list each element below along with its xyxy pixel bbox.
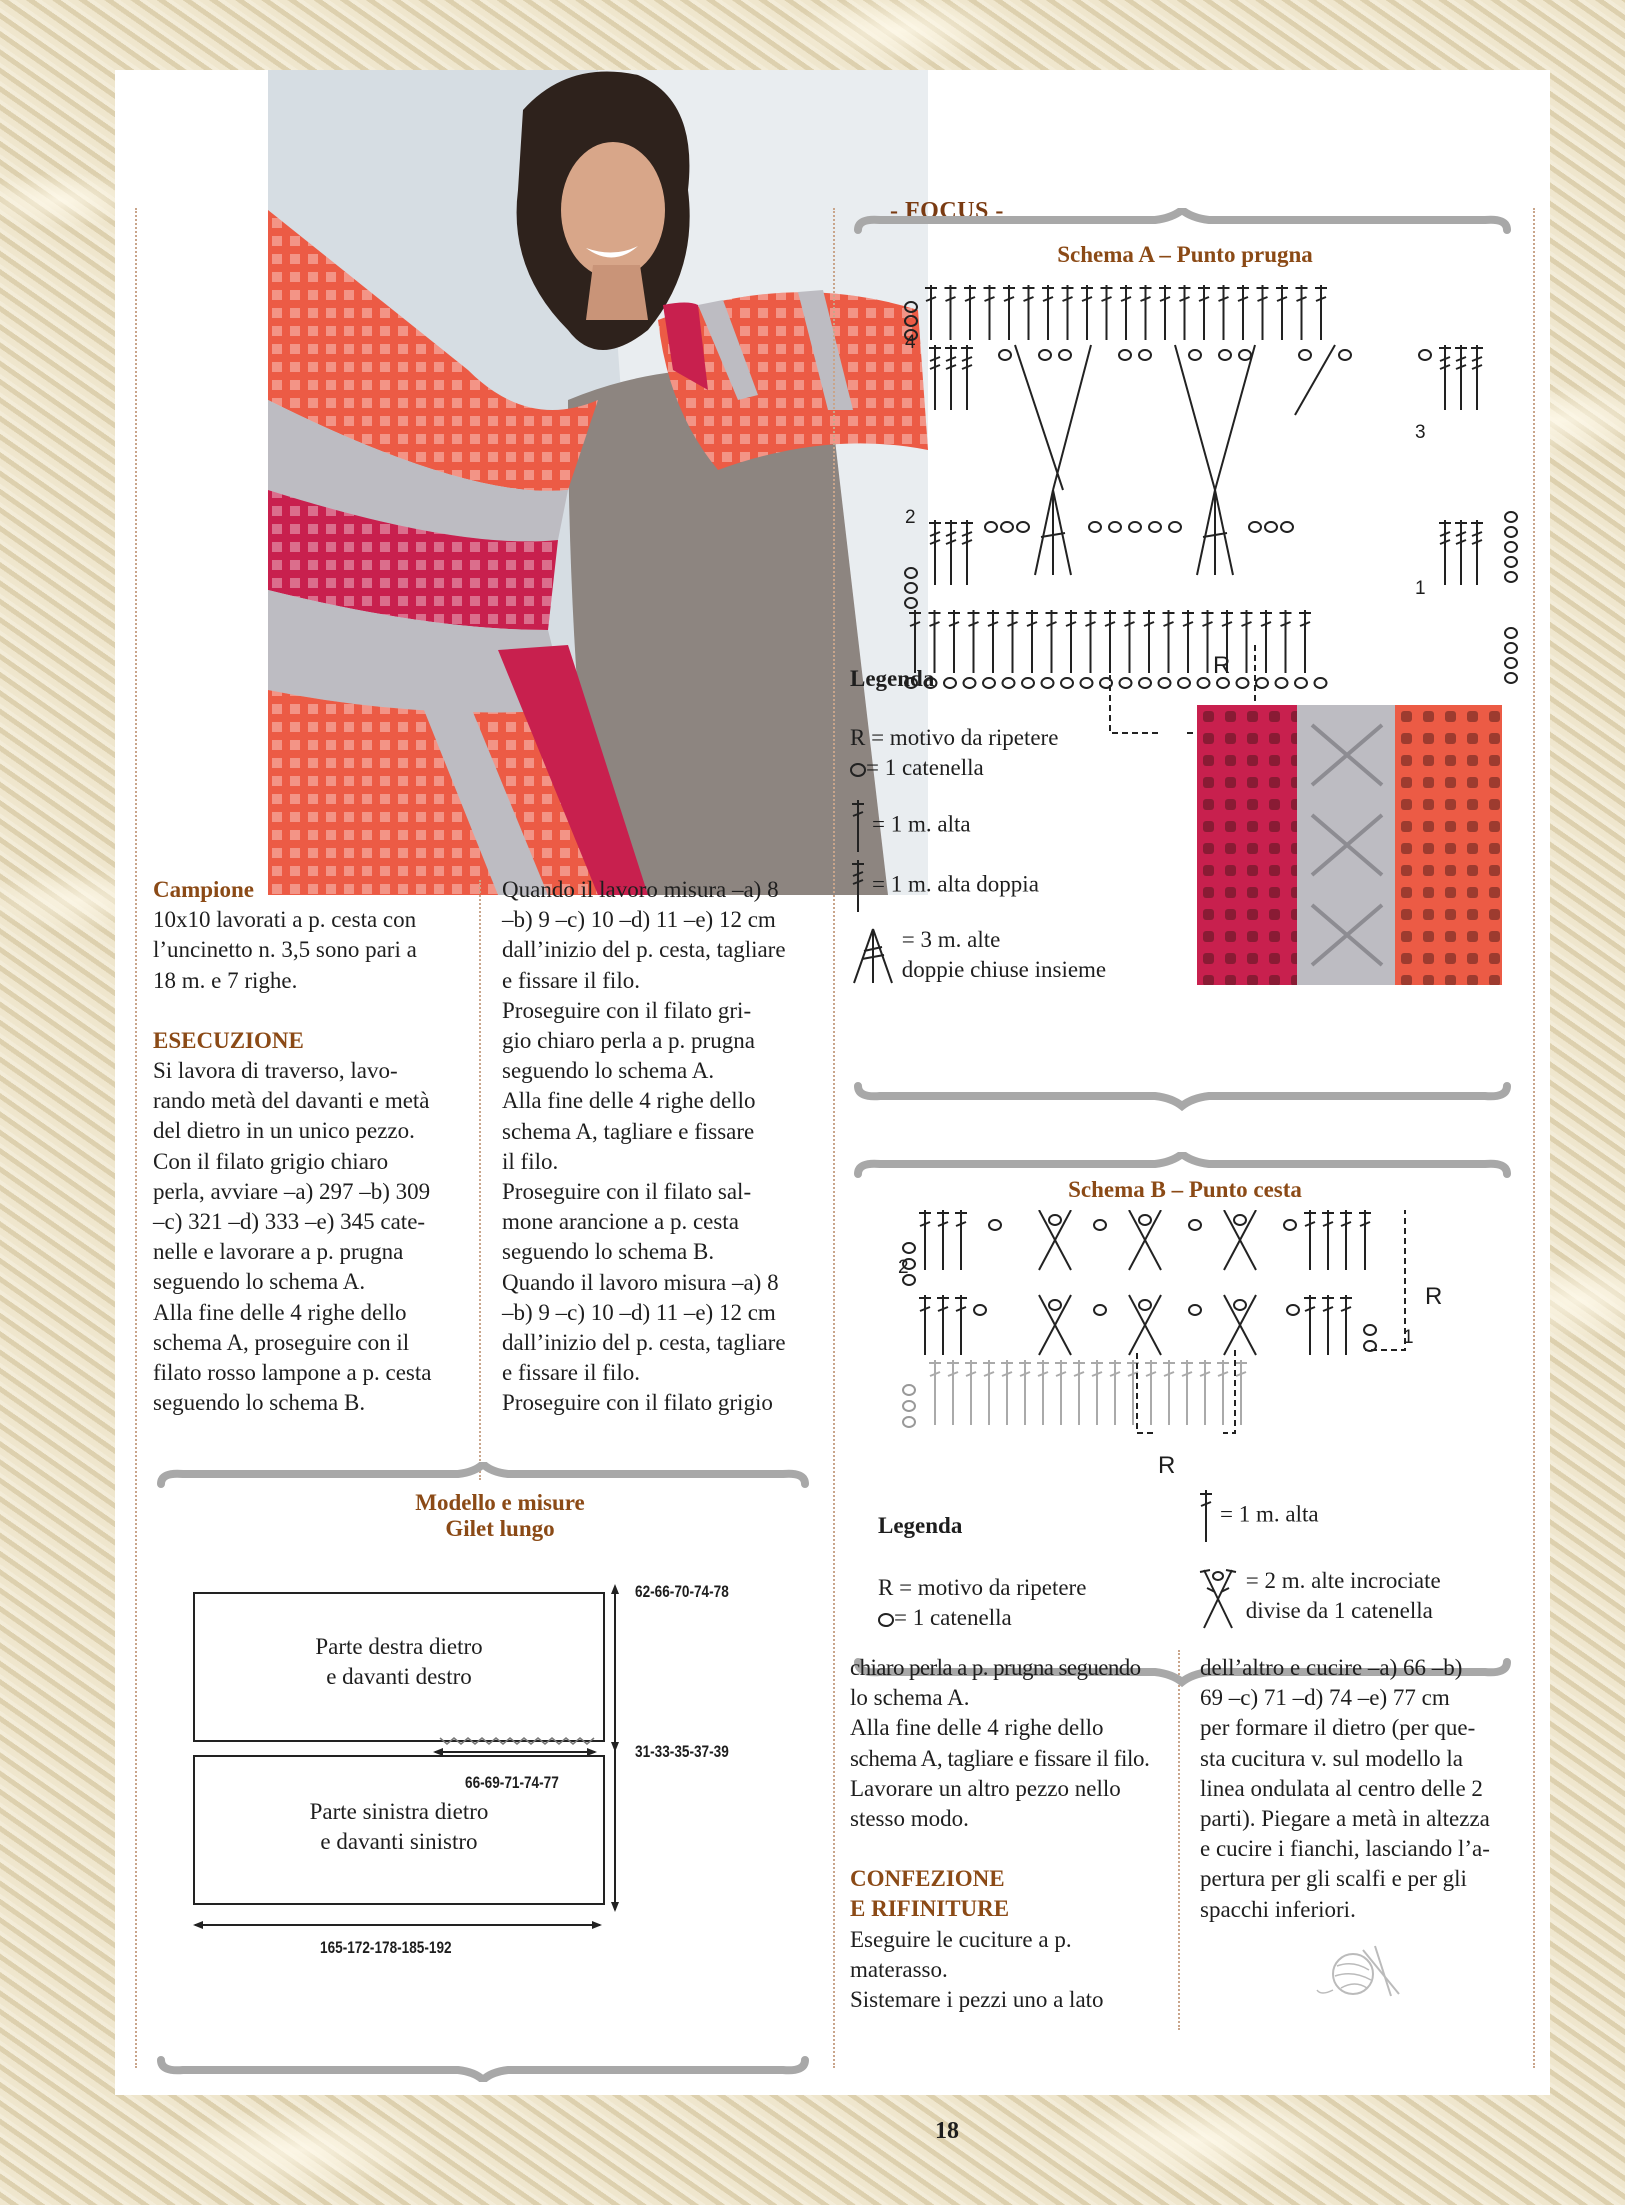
chain-symbol — [905, 316, 917, 326]
text-line: Lavorare un altro pezzo nello — [850, 1775, 1121, 1801]
schema-b-chart — [895, 1210, 1555, 1490]
text-line: Alla fine delle 4 righe dello — [850, 1715, 1104, 1741]
chain-symbol — [1295, 678, 1307, 688]
chain-symbol — [1219, 350, 1231, 360]
legend-chain-text: = 1 catenella — [866, 755, 984, 780]
right-text-column-b — [1200, 1653, 1515, 1925]
piece-label: e davanti sinistro — [320, 1829, 478, 1854]
dim-seam: 66-69-71-74-77 — [465, 1773, 559, 1792]
text-line: mone arancione a p. cesta — [502, 1209, 739, 1235]
text-line: Proseguire con il filato sal- — [502, 1179, 752, 1205]
chain-symbol — [1178, 678, 1190, 688]
chain-symbol — [905, 568, 917, 578]
esecuzione-line: seguendo lo schema B. — [153, 1390, 366, 1416]
text-line: chiaro perla a p. prugna seguendo — [850, 1655, 1141, 1680]
legend-b-tr — [1198, 1488, 1319, 1544]
esecuzione-line: filato rosso lampone a p. cesta — [153, 1360, 432, 1386]
text-line: dall’inizio del p. cesta, tagliare — [502, 937, 786, 963]
chain-symbol — [905, 583, 917, 593]
schema-a-row-label: 1 — [1415, 578, 1426, 599]
chain-symbol — [903, 1243, 915, 1253]
swatch-image — [1197, 705, 1502, 985]
text-line: spacchi inferiori. — [1200, 1896, 1356, 1922]
model-title-line: Gilet lungo — [445, 1516, 555, 1541]
text-line: Sistemare i pezzi uno a lato — [850, 1987, 1104, 2013]
legend-b-chain-text: = 1 catenella — [894, 1605, 1012, 1630]
text-line: Proseguire con il filato gri- — [502, 997, 752, 1023]
text-line: gio chiaro perla a p. prugna — [502, 1028, 755, 1054]
chain-symbol — [1505, 658, 1517, 668]
confezione-heading: CONFEZIONE — [850, 1866, 1005, 1892]
chain-icon — [878, 1613, 894, 1627]
chain-symbol — [903, 1385, 915, 1395]
text-line: Eseguire le cuciture a p. — [850, 1926, 1072, 1952]
schema-a-row-label: 2 — [905, 507, 916, 528]
dim-width: 165-172-178-185-192 — [320, 1938, 452, 1957]
dim-height-top: 62-66-70-74-78 — [635, 1582, 729, 1601]
chain-symbol — [1505, 628, 1517, 638]
chain-symbol — [1234, 1300, 1246, 1310]
legend-cluster-text: doppie chiuse insieme — [901, 957, 1107, 982]
chain-symbol — [1505, 673, 1517, 683]
legend-b-chain — [878, 1605, 1012, 1631]
legend-b-cross-text: = 2 m. alte incrociate — [1245, 1568, 1441, 1593]
schema-a-title: Schema A – Punto prugna — [1057, 242, 1313, 267]
chain-symbol — [1505, 557, 1517, 567]
section-header: - FOCUS - — [890, 198, 1004, 224]
chain-symbol — [1059, 350, 1071, 360]
chain-symbol — [1364, 1325, 1376, 1335]
chain-symbol — [1094, 1220, 1106, 1230]
legend-dtr — [850, 858, 1039, 914]
chain-symbol — [1315, 678, 1327, 688]
legend-b-tr-text: = 1 m. alta — [1220, 1501, 1319, 1527]
schema-b-legend-title: Legenda — [878, 1513, 963, 1538]
chain-symbol — [1505, 643, 1517, 653]
text-line: pertura per gli scalfi e per gli — [1200, 1866, 1467, 1892]
chain-symbol — [974, 1305, 986, 1315]
left-text-column — [153, 875, 463, 1418]
model-photo — [268, 70, 928, 895]
magazine-page — [115, 70, 1550, 2144]
chain-symbol — [985, 522, 997, 532]
text-line: e fissare il filo. — [502, 1360, 640, 1386]
chain-symbol — [1081, 678, 1093, 688]
chain-symbol — [1039, 350, 1051, 360]
esecuzione-heading: ESECUZIONE — [153, 1027, 304, 1053]
piece-label: Parte sinistra dietro — [309, 1799, 489, 1824]
chain-symbol — [1109, 522, 1121, 532]
chain-symbol — [1139, 350, 1151, 360]
chain-symbol — [1281, 522, 1293, 532]
chain-symbol — [1139, 1215, 1151, 1225]
campione-line: 18 m. e 7 righe. — [153, 967, 298, 993]
cluster-symbol — [1035, 490, 1053, 575]
chain-symbol — [1094, 1305, 1106, 1315]
text-line: linea ondulata al centro delle 2 — [1200, 1775, 1483, 1801]
text-line: parti). Piegare a metà in altezza — [1200, 1806, 1490, 1832]
chain-symbol — [1149, 522, 1161, 532]
schema-a-row-label: 4 — [905, 332, 916, 353]
text-line: lo schema A. — [850, 1685, 970, 1711]
chain-symbol — [1505, 572, 1517, 582]
chain-symbol — [1256, 678, 1268, 688]
text-line: –b) 9 –c) 10 –d) 11 –e) 12 cm — [502, 907, 776, 933]
column-rule-center — [833, 208, 835, 2068]
text-line: sta cucitura v. sul modello la — [1200, 1745, 1463, 1771]
chain-symbol — [1249, 522, 1261, 532]
esecuzione-line: perla, avviare –a) 297 –b) 309 — [153, 1178, 431, 1204]
crossed-treble-icon — [1198, 1566, 1240, 1632]
text-line: seguendo lo schema B. — [502, 1239, 715, 1265]
text-line: Quando il lavoro misura –a) 8 — [502, 1269, 779, 1295]
piece-label: Parte destra dietro — [315, 1634, 483, 1659]
chain-symbol — [964, 678, 976, 688]
legend-cluster-text: = 3 m. alte — [901, 927, 1001, 952]
chain-symbol — [1017, 522, 1029, 532]
double-treble-icon — [850, 858, 872, 914]
chain-symbol — [903, 1417, 915, 1427]
chain-symbol — [989, 1220, 1001, 1230]
right-text-column-a — [850, 1653, 1160, 2015]
chain-symbol — [1299, 350, 1311, 360]
legend-chain — [850, 755, 984, 781]
chain-symbol — [1189, 1220, 1201, 1230]
text-line: schema A, tagliare e fissare il filo. — [850, 1745, 1150, 1771]
legend-dtr-text: = 1 m. alta doppia — [872, 871, 1039, 897]
text-line: Quando il lavoro misura –a) 8 — [502, 877, 779, 902]
legend-b-cross-text: divise da 1 catenella — [1245, 1598, 1433, 1623]
chain-symbol — [1061, 678, 1073, 688]
chain-symbol — [1505, 542, 1517, 552]
yarn-ball-icon — [1315, 1940, 1405, 2000]
repeat-bracket — [1365, 1210, 1405, 1350]
legend-b-repeat: R = motivo da ripetere — [878, 1575, 1087, 1600]
schema-b-row-label: 2 — [898, 1257, 909, 1278]
esecuzione-line: Alla fine delle 4 righe dello — [153, 1299, 407, 1325]
cluster-symbol — [1295, 345, 1335, 415]
schema-a-row-label: 3 — [1415, 422, 1426, 443]
legend-repeat: R = motivo da ripetere — [850, 725, 1059, 750]
text-line: dell’altro e cucire –a) 66 –b) — [1200, 1655, 1463, 1680]
schema-a-legend-title: Legenda — [850, 666, 935, 691]
model-title-line: Modello e misure — [415, 1490, 585, 1515]
chain-symbol — [1022, 678, 1034, 688]
schema-b-repeat-label: R — [1158, 1452, 1176, 1479]
text-line: Proseguire con il filato grigio — [502, 1390, 773, 1416]
text-line: schema A, tagliare e fissare — [502, 1118, 755, 1144]
chain-symbol — [1234, 1215, 1246, 1225]
chain-symbol — [1505, 527, 1517, 537]
column-rule-mid2 — [1178, 1650, 1180, 2030]
chain-symbol — [1119, 350, 1131, 360]
chain-symbol — [1042, 678, 1054, 688]
esecuzione-line: rando metà del davanti e metà — [153, 1088, 430, 1114]
chain-icon — [850, 763, 866, 777]
chain-symbol — [903, 1401, 915, 1411]
campione-line: 10x10 lavorati a p. cesta con — [153, 907, 417, 933]
chain-symbol — [1189, 1305, 1201, 1315]
chain-symbol — [944, 678, 956, 688]
esecuzione-line: nelle e lavorare a p. prugna — [153, 1239, 404, 1265]
chain-symbol — [1239, 350, 1251, 360]
chain-symbol — [1287, 1305, 1299, 1315]
treble-icon — [1198, 1488, 1220, 1544]
schema-a-repeat-label: R — [1213, 652, 1231, 679]
esecuzione-line: Con il filato grigio chiaro — [153, 1148, 389, 1174]
chain-symbol — [905, 598, 917, 608]
chain-symbol — [1284, 1220, 1296, 1230]
middle-text-column — [502, 875, 812, 1419]
dim-height-bottom: 31-33-35-37-39 — [635, 1742, 729, 1761]
chain-symbol — [1339, 350, 1351, 360]
woman-with-crochet-shawl-image — [268, 70, 928, 895]
chain-symbol — [1237, 678, 1249, 688]
chain-symbol — [1265, 522, 1277, 532]
legend-tr — [850, 798, 971, 854]
chain-symbol — [999, 350, 1011, 360]
chain-symbol — [1129, 522, 1141, 532]
esecuzione-line: seguendo lo schema A. — [153, 1269, 366, 1295]
chain-symbol — [983, 678, 995, 688]
legend-tr-text: = 1 m. alta — [872, 811, 971, 837]
legend-b-cross — [1198, 1566, 1441, 1632]
chain-symbol — [1159, 678, 1171, 688]
model-dimension-lines — [175, 1580, 735, 2020]
esecuzione-line: –c) 321 –d) 333 –e) 345 cate- — [153, 1209, 426, 1235]
cluster-symbol — [1215, 345, 1255, 490]
schema-b-title: Schema B – Punto cesta — [1068, 1177, 1302, 1202]
campione-heading: Campione — [153, 877, 254, 902]
treble-icon — [850, 798, 872, 854]
text-line: 69 –c) 71 –d) 74 –e) 77 cm — [1200, 1685, 1450, 1711]
cluster-symbol — [1053, 345, 1091, 490]
chain-symbol — [1189, 350, 1201, 360]
chain-symbol — [905, 302, 917, 312]
model-title — [315, 1490, 685, 1542]
text-line: Alla fine delle 4 righe dello — [502, 1088, 756, 1114]
column-rule-mid1 — [479, 880, 481, 1480]
esecuzione-line: schema A, proseguire con il — [153, 1329, 410, 1355]
esecuzione-line: Si lavora di traverso, lavo- — [153, 1058, 398, 1084]
campione-line: l’uncinetto n. 3,5 sono pari a — [153, 937, 417, 963]
legend-cluster — [850, 925, 1106, 985]
cluster-symbol — [1197, 490, 1215, 575]
piece-label: e davanti destro — [326, 1664, 472, 1689]
text-line: stesso modo. — [850, 1806, 969, 1832]
schema-b-row-label: 1 — [1403, 1327, 1414, 1348]
text-line: per formare il dietro (per que- — [1200, 1715, 1476, 1741]
stitch-swatch-photo — [1197, 705, 1502, 985]
chain-symbol — [1169, 522, 1181, 532]
confezione-heading: E RIFINITURE — [850, 1896, 1010, 1922]
chain-symbol — [1049, 1215, 1061, 1225]
chain-symbol — [1139, 678, 1151, 688]
text-line: seguendo lo schema A. — [502, 1058, 715, 1084]
chain-symbol — [1198, 678, 1210, 688]
page-number: 18 — [935, 2118, 959, 2144]
chain-symbol — [1139, 1300, 1151, 1310]
cluster-symbol — [1015, 345, 1063, 490]
text-line: materasso. — [850, 1956, 948, 1982]
chain-symbol — [1001, 522, 1013, 532]
schema-b-repeat-label: R — [1425, 1283, 1443, 1310]
chain-symbol — [1276, 678, 1288, 688]
chain-symbol — [1419, 350, 1431, 360]
text-line: e cucire i fianchi, lasciando l’a- — [1200, 1836, 1490, 1862]
esecuzione-line: del dietro in un unico pezzo. — [153, 1118, 415, 1144]
chain-symbol — [1505, 512, 1517, 522]
chain-symbol — [1049, 1300, 1061, 1310]
cluster-icon — [850, 925, 896, 985]
column-rule-left — [135, 208, 137, 2068]
text-line: dall’inizio del p. cesta, tagliare — [502, 1330, 786, 1356]
text-line: –b) 9 –c) 10 –d) 11 –e) 12 cm — [502, 1299, 776, 1325]
cluster-symbol — [1175, 345, 1215, 490]
text-line: e fissare il filo. — [502, 967, 640, 993]
text-line: il filo. — [502, 1148, 559, 1174]
chain-symbol — [1003, 678, 1015, 688]
chain-symbol — [1120, 678, 1132, 688]
chain-symbol — [1089, 522, 1101, 532]
